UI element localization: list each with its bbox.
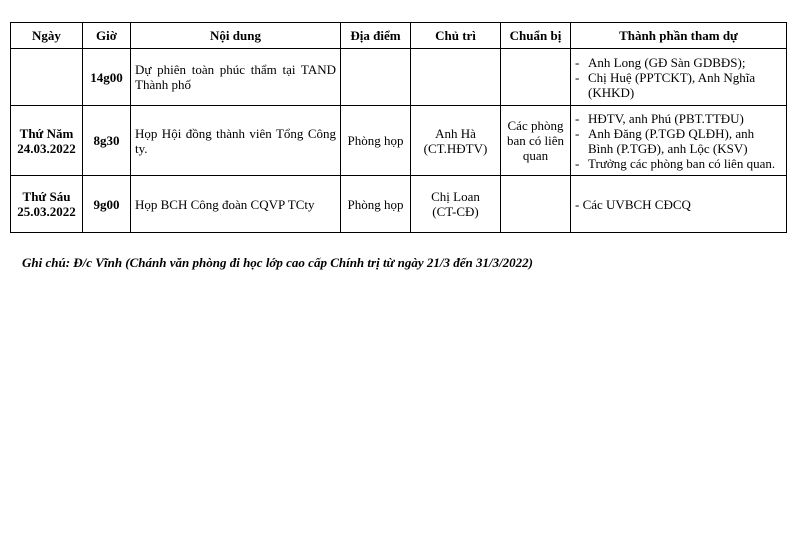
footnote: Ghi chú: Đ/c Vĩnh (Chánh văn phòng đi học lớp cao cấp Chính trị từ ngày 21/3 đến 31/3/2022) xyxy=(22,255,534,270)
header-row xyxy=(11,23,787,49)
schedule-table xyxy=(10,22,787,233)
cell-time: 8g30 xyxy=(83,106,131,176)
list-item: - Chị Huệ (PPTCKT), Anh Nghĩa (KHKD) xyxy=(575,70,782,100)
cell-location xyxy=(341,49,411,106)
table-row xyxy=(11,49,787,106)
day-date: 24.03.2022 xyxy=(17,140,76,156)
day-name: Thứ Năm xyxy=(19,125,74,141)
attendee-list xyxy=(575,55,782,100)
attendee-text: - Các UVBCH CĐCQ xyxy=(575,196,691,212)
list-item: - Anh Đăng (P.TGĐ QLĐH), anh Bình (P.TGĐ), anh Lộc (KSV) xyxy=(575,126,782,156)
cell-content: Họp BCH Công đoàn CQVP TCty xyxy=(131,176,341,233)
chair-name: Chị Loan xyxy=(431,189,480,204)
cell-attendees xyxy=(571,106,787,176)
header-location: Địa điểm xyxy=(341,23,411,49)
cell-chair xyxy=(411,176,501,233)
chair-name: Anh Hà xyxy=(435,125,476,141)
header-time: Giờ xyxy=(83,23,131,49)
cell-chair xyxy=(411,49,501,106)
cell-location: Phòng họp xyxy=(341,106,411,176)
cell-prep xyxy=(501,176,571,233)
cell-attendees xyxy=(571,176,787,233)
cell-time: 14g00 xyxy=(83,49,131,106)
header-day: Ngày xyxy=(11,23,83,49)
cell-attendees xyxy=(571,49,787,106)
chair-title: (CT-CĐ) xyxy=(432,204,479,219)
header-chair: Chủ trì xyxy=(411,23,501,49)
cell-content: Họp Hội đồng thành viên Tổng Công ty. xyxy=(131,106,341,176)
header-content: Nội dung xyxy=(131,23,341,49)
cell-content: Dự phiên toàn phúc thẩm tại TAND Thành phố xyxy=(131,49,341,106)
header-prep: Chuẩn bị xyxy=(501,23,571,49)
list-item: - HĐTV, anh Phú (PBT.TTĐU) xyxy=(575,111,782,126)
day-name: Thứ Sáu xyxy=(22,189,71,204)
table-row xyxy=(11,106,787,176)
cell-time: 9g00 xyxy=(83,176,131,233)
attendee-list xyxy=(575,111,782,171)
list-item: - Anh Long (GĐ Sàn GDBĐS); xyxy=(575,55,782,70)
cell-day xyxy=(11,49,83,106)
table-row xyxy=(11,176,787,233)
cell-prep: Các phòng ban có liên quan xyxy=(501,106,571,176)
cell-location: Phòng họp xyxy=(341,176,411,233)
list-item: - Trưởng các phòng ban có liên quan. xyxy=(575,156,782,171)
day-date: 25.03.2022 xyxy=(17,204,76,219)
chair-title: (CT.HĐTV) xyxy=(423,140,488,156)
cell-prep xyxy=(501,49,571,106)
header-attendees: Thành phần tham dự xyxy=(571,23,787,49)
cell-day xyxy=(11,106,83,176)
cell-day xyxy=(11,176,83,233)
cell-chair xyxy=(411,106,501,176)
